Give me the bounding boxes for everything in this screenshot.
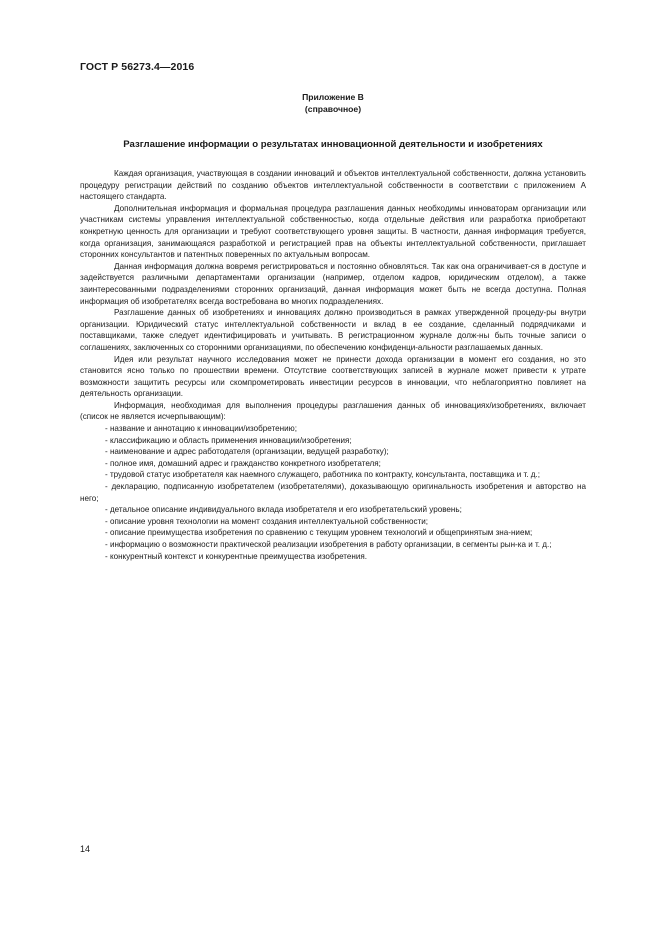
list-item: - описание уровня технологии на момент создания интеллектуальной собственности;	[105, 516, 429, 526]
list-item: - трудовой статус изобретателя как наемного служащего, работника по контракту, консультанта, поставщика и т. д.;	[105, 470, 541, 480]
list-item: - детальное описание индивидуального вклада изобретателя и его изобретательский уровень;	[105, 505, 462, 515]
list-item: - классификацию и область применения инновации/изобретения;	[105, 435, 352, 445]
paragraph: Информация, необходимая для выполнения процедуры разглашения данных об инновациях/изобретениях, включает (список не является исчерпывающим):	[80, 400, 586, 422]
body-text	[80, 168, 586, 562]
list-item: - информацию о возможности практической реализации изобретения в работу организации, в сегменты рын-ка и т. д.;	[105, 540, 552, 549]
paragraph: Разглашение данных об изобретениях и инновациях должно производиться в рамках утвержденной процеду-ры внутри организации. Юридический статус интеллектуальной собственности и вклад в ее создание, сделанный подрядчиками и поставщиками, также следует идентифицировать и учитывать. В регистрационном журнале долж-ны быть точные записи о соглашениях, заключенных со сторонними организациями, по обеспечению конфиденци-альности разглашаемых данных.	[80, 308, 586, 352]
paragraph: Дополнительная информация и формальная процедура разглашения данных необходимы инноваторам организации или участникам системы управления интеллектуальной собственностью, когда отдельные действия или разработка приобретают конкретную ценность для организации и требуют соответствующего уровня защиты. В частности, данная информация требуется, когда организация, занимающаяся разработкой и регистрацией прав на объекты интеллектуальной собственности, приглашает сторонних консультантов и патентных поверенных по актуальным вопросам.	[80, 203, 586, 260]
list-item: - название и аннотацию к инновации/изобретению;	[105, 424, 297, 434]
section-title: Разглашение информации о результатах инновационной деятельности и изобретениях	[123, 139, 543, 150]
annex-title: Приложение В	[302, 92, 364, 102]
list-item: - наименование и адрес работодателя (организации, ведущей разработку);	[105, 447, 389, 457]
paragraph: Каждая организация, участвующая в создании инноваций и объектов интеллектуальной собственности, должна установить процедуру регистрации действий по созданию объектов интеллектуальной собственности в соответствии с приложением А настоящего стандарта.	[80, 169, 586, 202]
list-item: - описание преимущества изобретения по сравнению с текущим уровнем технологий и общепринятым зна-нием;	[105, 528, 533, 538]
paragraph: Данная информация должна вовремя регистрироваться и постоянно обновляться. Так как она ограничивает-ся в доступе и задействуется различными департаментами организации (например, отделом кадров, юридическим отделом), а также заинтересованными подразделениями сторонних организаций, данная информация может быть не всегда доступна. Полная информация об изобретателях всегда востребована во многих подразделениях.	[80, 261, 586, 306]
annex-subtitle: (справочное)	[304, 104, 362, 114]
document-code: ГОСТ Р 56273.4—2016	[80, 61, 195, 73]
info-list	[80, 423, 586, 562]
page-number: 14	[80, 844, 91, 854]
paragraph: Идея или результат научного исследования может не принести дохода организации в момент его создания, но это становится ясно только по прошествии времени. Отсутствие соответствующих записей в журнале может привести к утрате возможности защитить ресурсы или скомпрометировать инвестиции ресурсов в инновации, что неблагоприятно повлияет на деятельность организации.	[80, 354, 586, 399]
list-item: - декларацию, подписанную изобретателем (изобретателями), доказывающую оригинальность изобретения и авторство на него;	[80, 482, 586, 503]
list-item: - конкурентный контекст и конкурентные преимущества изобретения.	[105, 551, 368, 561]
annex-heading	[80, 91, 586, 115]
list-item: - полное имя, домашний адрес и гражданство конкретного изобретателя;	[105, 458, 381, 468]
